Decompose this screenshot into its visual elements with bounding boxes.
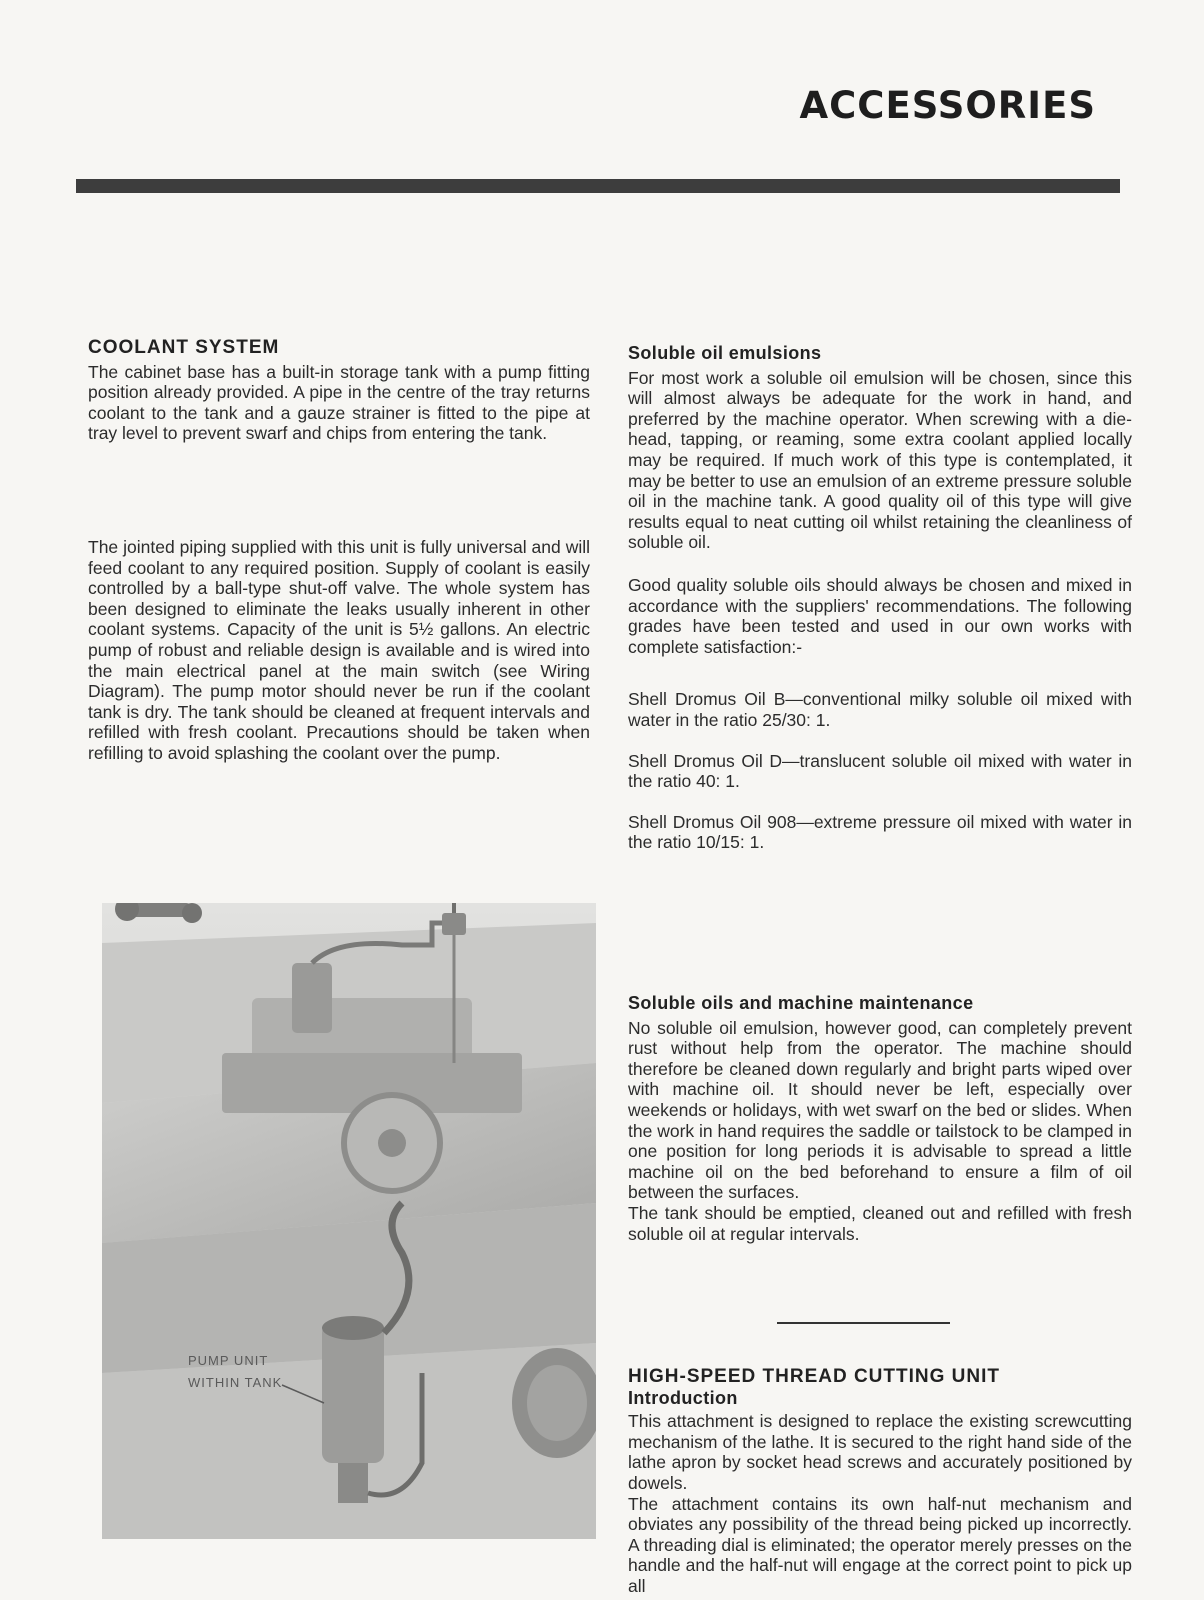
thread-cutting-section xyxy=(628,1367,1132,1597)
thread-paragraph-2: The attachment contains its own half-nut mechanism and obviates any possibility of the thread being picked up incorrectly. A threading dial is eliminated; the operator merely presses on the handle and the half-nut will engage at the correct point to pick up all xyxy=(628,1493,1132,1596)
maintenance-heading: Soluble oils and machine maintenance xyxy=(628,993,974,1013)
photo-label-line-1: PUMP UNIT xyxy=(188,1353,269,1368)
lathe-photo-illustration xyxy=(102,903,596,1539)
coolant-paragraph-1: The cabinet base has a built-in storage tank with a pump fitting position already provided. A pipe in the centre of the tray returns coolant to the tank and a gauze strainer is fitted to the pipe at tray level to prevent swarf and chips from entering the tank. xyxy=(88,361,590,444)
maintenance-paragraph-1: No soluble oil emulsion, however good, can completely prevent rust without help from the operator. The machine should therefore be cleaned down regularly and bright parts wiped over with machine oil. It should never be left, especially over weekends or holidays, with wet swarf on the bed or slides. When the work in hand requires the saddle or tailstock to be clamped in one position for long periods it is advisable to spread a little machine oil on the bed beforehand to ensure a film of oil between the surfaces. xyxy=(628,1017,1132,1203)
coolant-system-photo xyxy=(102,903,596,1539)
thread-paragraph-1: This attachment is designed to replace the existing screwcutting mechanism of the lathe. It is secured to the right hand side of the lathe apron by socket head screws and accurately positioned by dowels. xyxy=(628,1411,1132,1493)
emulsions-paragraph-1: For most work a soluble oil emulsion will be chosen, since this will almost always be adequate for the work in hand, and preferred by the machine operator. When screwing with a die-head, tapping, or reaming, some extra coolant applied locally may be required. If much work of this type is contemplated, it may be better to use an emulsion of an extreme pressure soluble oil in the machine tank. A good quality oil of this type will give results equal to neat cutting oil whilst retaining the cleanliness of soluble oil. xyxy=(628,367,1132,553)
oil-grade-b: Shell Dromus Oil B—conventional milky soluble oil mixed with water in the ratio 25/30: 1. xyxy=(628,689,1132,730)
section-divider xyxy=(777,1322,950,1324)
thread-cutting-subheading: Introduction xyxy=(628,1387,738,1408)
photo-label-line-2: WITHIN TANK xyxy=(188,1375,283,1390)
coolant-section xyxy=(88,338,590,444)
coolant-paragraph-2: The jointed piping supplied with this unit is fully universal and will feed coolant to any required position. Supply of coolant is easily controlled by a ball-type shut-off valve. The whole system has been designed to eliminate the leaks usually inherent in other coolant systems. Capacity of the unit is 5½ gallons. An electric pump of robust and reliable design is available and is wired into the main electrical panel at the main switch (see Wiring Diagram). The pump motor should never be run if the coolant tank is dry. The tank should be cleaned at frequent intervals and refilled with fresh coolant. Precautions should be taken when refilling to avoid splashing the coolant over the pump. xyxy=(88,537,590,763)
page-title: ACCESSORIES xyxy=(799,84,1096,127)
emulsions-section xyxy=(628,343,1132,853)
coolant-heading: COOLANT SYSTEM xyxy=(88,337,280,358)
emulsions-heading: Soluble oil emulsions xyxy=(628,343,822,363)
header-rule xyxy=(76,179,1120,193)
thread-cutting-heading: HIGH-SPEED THREAD CUTTING UNIT xyxy=(628,1366,1000,1387)
maintenance-section xyxy=(628,993,1132,1244)
oil-grade-d: Shell Dromus Oil D—translucent soluble oil mixed with water in the ratio 40: 1. xyxy=(628,750,1132,792)
emulsions-paragraph-2: Good quality soluble oils should always be chosen and mixed in accordance with the suppliers' recommendations. The following grades have been tested and used in our own works with complete satisfaction:- xyxy=(628,574,1132,657)
oil-grade-908: Shell Dromus Oil 908—extreme pressure oil mixed with water in the ratio 10/15: 1. xyxy=(628,811,1132,853)
maintenance-paragraph-2: The tank should be emptied, cleaned out and refilled with fresh soluble oil at regular intervals. xyxy=(628,1202,1132,1244)
coolant-section-2 xyxy=(88,537,590,764)
